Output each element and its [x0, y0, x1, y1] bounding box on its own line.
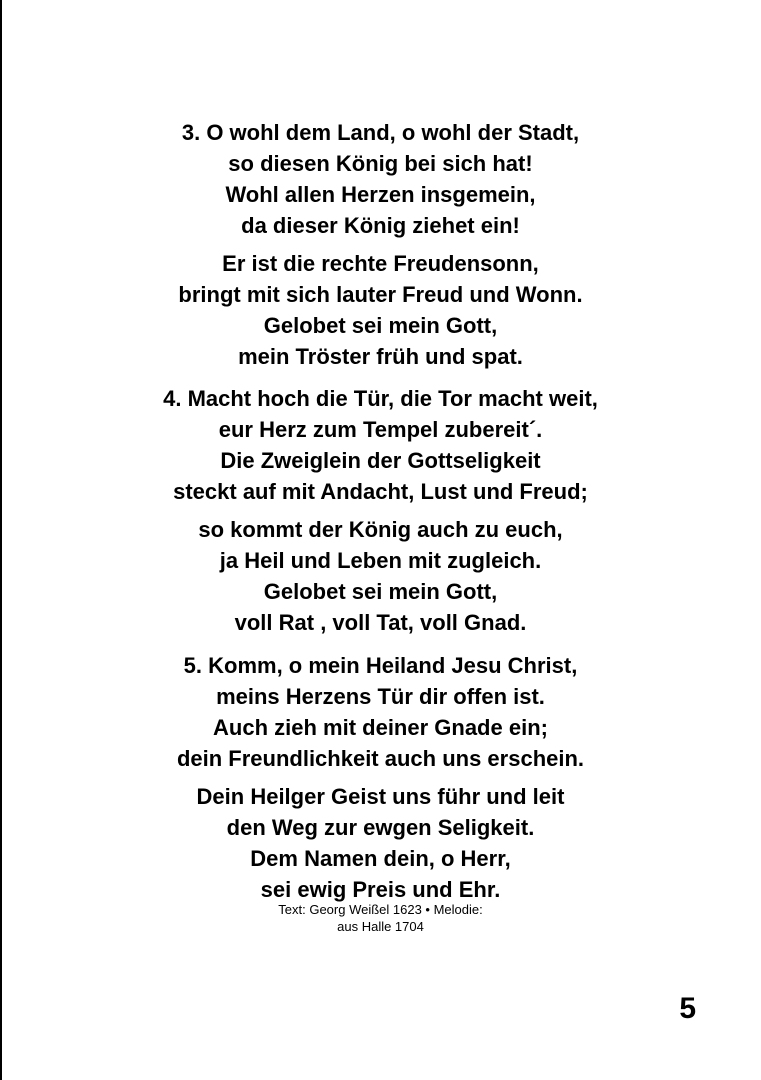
verse-line: so diesen König bei sich hat!	[228, 151, 533, 176]
verse-line: mein Tröster früh und spat.	[238, 344, 523, 369]
credits-line: aus Halle 1704	[337, 919, 424, 934]
verse-line: voll Rat , voll Tat, voll Gnad.	[234, 610, 527, 635]
verse-line: den Weg zur ewgen Seligkeit.	[226, 815, 535, 840]
verse-line: dein Freundlichkeit auch uns erschein.	[176, 746, 585, 771]
verse-line: meins Herzens Tür dir offen ist.	[216, 684, 545, 709]
verse-line: eur Herz zum Tempel zubereit´.	[218, 417, 543, 442]
verse-4	[0, 383, 761, 638]
verse-line: Die Zweiglein der Gottseligkeit	[220, 448, 541, 473]
credits	[0, 901, 761, 935]
verse-line: Dein Heilger Geist uns führ und leit	[196, 784, 565, 809]
verse-line: Auch zieh mit deiner Gnade ein;	[213, 715, 548, 740]
verse-3	[0, 117, 761, 372]
verse-gap	[0, 774, 761, 781]
verse-line: bringt mit sich lauter Freud und Wonn.	[178, 282, 583, 307]
verse-line: Wohl allen Herzen insgemein,	[225, 182, 536, 207]
verse-line: Gelobet sei mein Gott,	[263, 579, 498, 604]
verse-line: ja Heil und Leben mit zugleich.	[219, 548, 542, 573]
verse-line: Dem Namen dein, o Herr,	[250, 846, 511, 871]
verse-gap	[0, 507, 761, 514]
verse-line: Gelobet sei mein Gott,	[263, 313, 498, 338]
verse-line: 5. Komm, o mein Heiland Jesu Christ,	[183, 653, 578, 678]
credits-line: Text: Georg Weißel 1623 • Melodie:	[278, 902, 483, 917]
verse-line: Er ist die rechte Freudensonn,	[222, 251, 539, 276]
verse-line: steckt auf mit Andacht, Lust und Freud;	[173, 479, 588, 504]
verse-line: sei ewig Preis und Ehr.	[260, 877, 501, 902]
verse-line: so kommt der König auch zu euch,	[198, 517, 563, 542]
verse-line: 4. Macht hoch die Tür, die Tor macht weit,	[163, 386, 598, 411]
page-number: 5	[679, 992, 696, 1025]
verse-line: 3. O wohl dem Land, o wohl der Stadt,	[181, 120, 580, 145]
verse-gap	[0, 241, 761, 248]
verse-5	[0, 650, 761, 905]
verse-line: da dieser König ziehet ein!	[241, 213, 520, 238]
